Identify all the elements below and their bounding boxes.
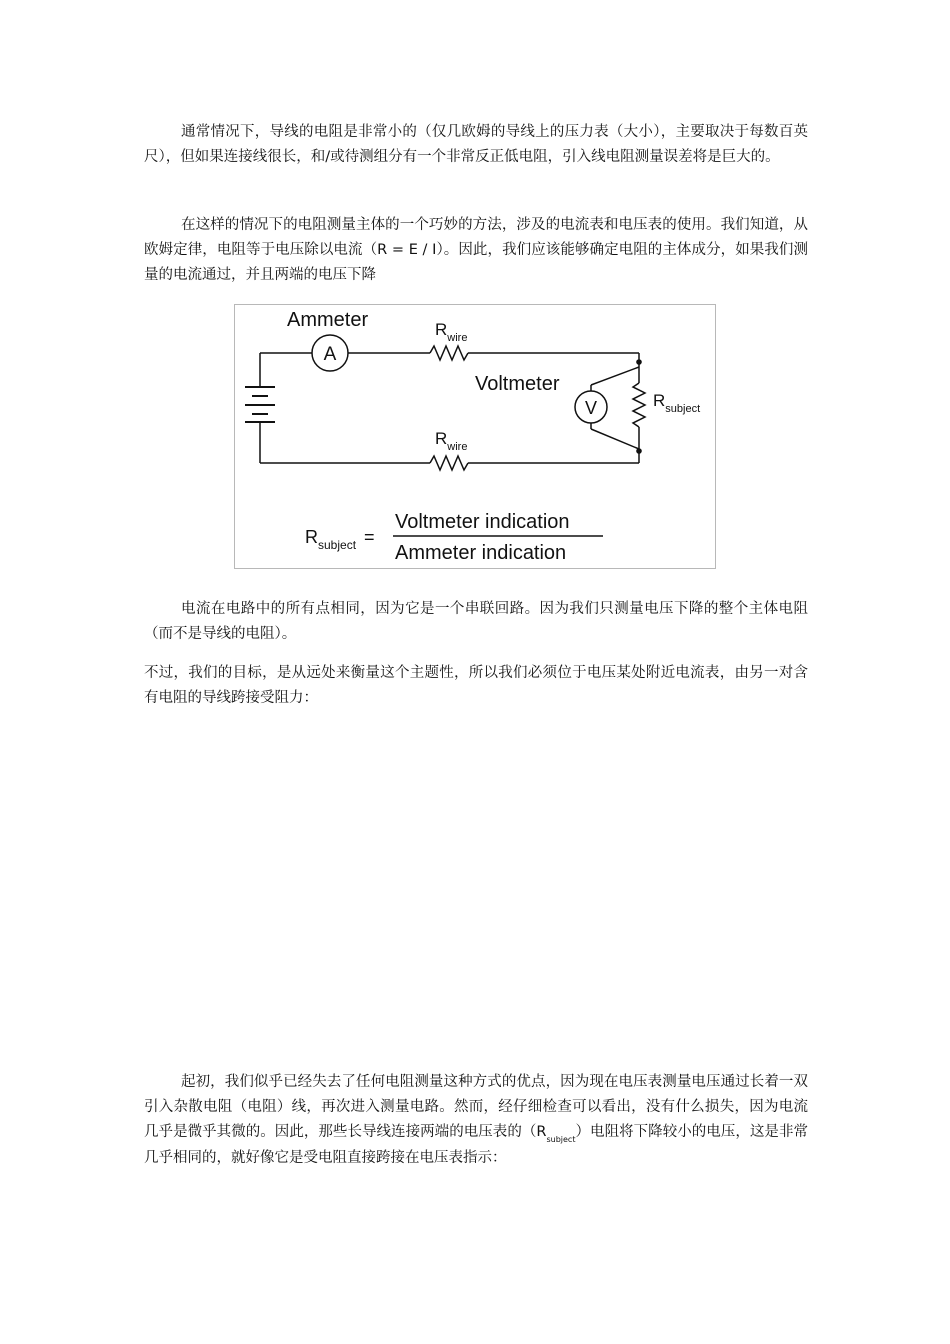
circuit-diagram xyxy=(235,305,717,570)
formula-numerator: Voltmeter indication xyxy=(395,511,570,533)
paragraph-5 xyxy=(144,1070,808,1171)
paragraph-5-subject-sub: subject xyxy=(546,1135,576,1144)
circuit-figure xyxy=(234,304,716,569)
paragraph-5-r: R xyxy=(536,1124,547,1140)
battery-icon xyxy=(245,387,275,422)
rwire-top-label: $R_{wire}$ xyxy=(435,320,468,344)
paragraph-4: 不过，我们的目标，是从远处来衡量这个主题性，所以我们必须位于电压某处附近电流表，由另一对含有电阻的导线跨接受阻力： xyxy=(144,665,808,706)
rwire-bottom-label: $R_{wire}$ xyxy=(435,429,468,453)
paragraph-5-part-1: 起初，我们似乎已经失去了任何电阻测量这种方式的优点，因为现在电压表测量电压通过长着一双引入杂散电阻（电阻）线，再次进入测量电路。然而，经仔细检查可以看出，没有什么损失，因为电流几乎是微乎其微的。因此，那些长导线连接两端的电压表的（ xyxy=(144,1074,808,1140)
voltmeter-symbol: V xyxy=(584,398,598,418)
formula-lhs: $R_{subject}$ = xyxy=(305,527,375,552)
rsubject-label: $R_{subject}$ xyxy=(653,391,701,415)
junction-dot-bottom xyxy=(636,448,642,454)
paragraph-5-part-2: ）电阻将下降较小的电压，这是非常几乎相同的，就好像它是受电阻直接跨接在电压表指示： xyxy=(144,1124,808,1166)
paragraph-1: 通常情况下，导线的电阻是非常小的（仅几欧姆的导线上的压力表（大小），主要取决于每数百英尺），但如果连接线很长，和/或待测组分有一个非常反正低电阻，引入线电阻测量误差将是巨大的。 xyxy=(144,124,808,165)
paragraph-2: 在这样的情况下的电阻测量主体的一个巧妙的方法，涉及的电流表和电压表的使用。我们知道，从欧姆定律，电阻等于电压除以电流（R = E / I）。因此，我们应该能够确定电阻的主体成分，如果我们测量的电流通过，并且两端的电压下降 xyxy=(144,217,808,283)
paragraph-3: 电流在电路中的所有点相同，因为它是一个串联回路。因为我们只测量电压下降的整个主体电阻（而不是导线的电阻）。 xyxy=(144,601,808,642)
ammeter-symbol: A xyxy=(323,344,337,365)
formula-denominator: Ammeter indication xyxy=(395,542,567,564)
junction-dot-top xyxy=(636,359,642,365)
voltmeter-label: Voltmeter xyxy=(475,373,560,395)
ammeter-label: Ammeter xyxy=(287,309,369,331)
